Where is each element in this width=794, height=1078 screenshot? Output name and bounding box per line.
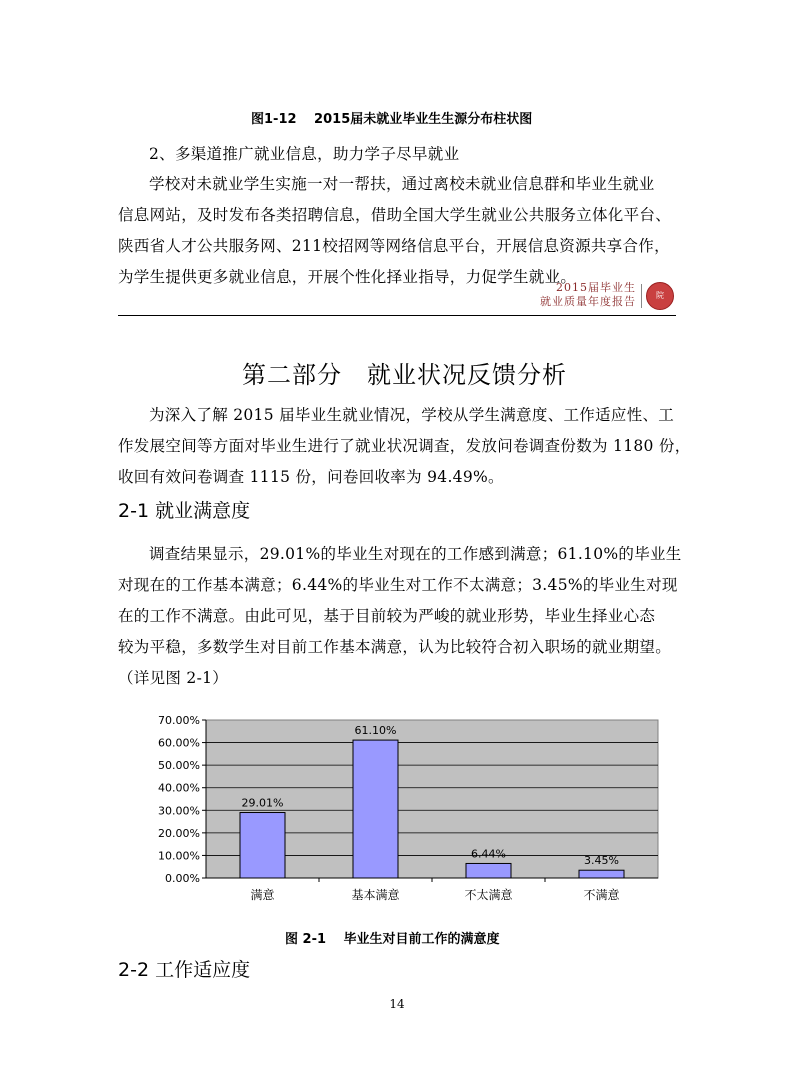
para1-line-4: 为学生提供更多就业信息，开展个性化择业指导，力促学生就业。 bbox=[118, 268, 577, 286]
y-tick-label: 20.00% bbox=[158, 826, 200, 840]
x-category-label: 满意 bbox=[250, 888, 275, 902]
para1-line-2: 信息网站，及时发布各类招聘信息，借助全国大学生就业公共服务立体化平台、 bbox=[118, 206, 672, 224]
data-label: 61.10% bbox=[354, 724, 397, 738]
para2-line-1: 调查结果显示，29.01%的毕业生对现在的工作感到满意；61.10%的毕业生 bbox=[149, 545, 682, 563]
figure-caption-1-12: 图1-12 2015届未就业毕业生生源分布柱状图 bbox=[251, 112, 533, 127]
bar bbox=[353, 740, 398, 878]
subheading-2-2: 2-2 工作适应度 bbox=[118, 959, 251, 981]
x-category-label: 不满意 bbox=[583, 888, 620, 902]
bar bbox=[579, 870, 624, 878]
bar bbox=[466, 863, 511, 878]
intro-line-1: 为深入了解 2015 届毕业生就业情况，学校从学生满意度、工作适应性、工 bbox=[149, 406, 675, 424]
intro-line-3: 收回有效问卷调查 1115 份，问卷回收率为 94.49%。 bbox=[118, 468, 504, 486]
intro-line-2: 作发展空间等方面对毕业生进行了就业状况调查，发放问卷调查份数为 1180 份， bbox=[118, 437, 691, 455]
seal-icon: 院 bbox=[646, 282, 674, 310]
y-tick-label: 70.00% bbox=[158, 714, 200, 727]
data-label: 29.01% bbox=[241, 796, 284, 810]
para2-line-4: 较为平稳，多数学生对目前工作基本满意，认为比较符合初入职场的就业期望。 bbox=[118, 638, 672, 656]
subheading-2-1: 2-1 就业满意度 bbox=[118, 500, 251, 522]
figure-caption-2-1: 图 2-1 毕业生对目前工作的满意度 bbox=[285, 932, 500, 947]
report-logo bbox=[540, 281, 636, 309]
x-category-label: 基本满意 bbox=[351, 888, 400, 902]
para2-line-5: （详见图 2-1） bbox=[118, 669, 229, 687]
x-category-label: 不太满意 bbox=[464, 888, 513, 902]
header-rule bbox=[118, 315, 676, 316]
para2-line-2: 对现在的工作基本满意；6.44%的毕业生对工作不太满意；3.45%的毕业生对现 bbox=[118, 576, 678, 594]
satisfaction-bar-chart bbox=[140, 710, 670, 910]
para1-line-3: 陕西省人才公共服务网、211校招网等网络信息平台，开展信息资源共享合作， bbox=[118, 237, 670, 255]
para1-line-1: 学校对未就业学生实施一对一帮扶，通过离校未就业信息群和毕业生就业 bbox=[149, 175, 655, 193]
y-tick-label: 30.00% bbox=[158, 804, 200, 818]
logo-divider bbox=[641, 284, 642, 308]
logo-report-line: 就业质量年度报告 bbox=[540, 295, 636, 308]
section-title: 第二部分 就业状况反馈分析 bbox=[242, 361, 567, 389]
y-tick-label: 10.00% bbox=[158, 849, 200, 863]
data-label: 6.44% bbox=[471, 847, 506, 861]
item-2-heading: 2、多渠道推广就业信息，助力学子尽早就业 bbox=[149, 145, 460, 163]
logo-year-line: 2015届毕业生 bbox=[556, 281, 636, 294]
bar bbox=[240, 813, 285, 878]
page-number: 14 bbox=[389, 997, 405, 1011]
y-tick-label: 0.00% bbox=[165, 872, 200, 885]
y-tick-label: 50.00% bbox=[158, 759, 200, 773]
data-label: 3.45% bbox=[584, 854, 619, 868]
para2-line-3: 在的工作不满意。由此可见，基于目前较为严峻的就业形势，毕业生择业心态 bbox=[118, 607, 656, 625]
y-tick-label: 60.00% bbox=[158, 736, 200, 750]
y-tick-label: 40.00% bbox=[158, 781, 200, 795]
